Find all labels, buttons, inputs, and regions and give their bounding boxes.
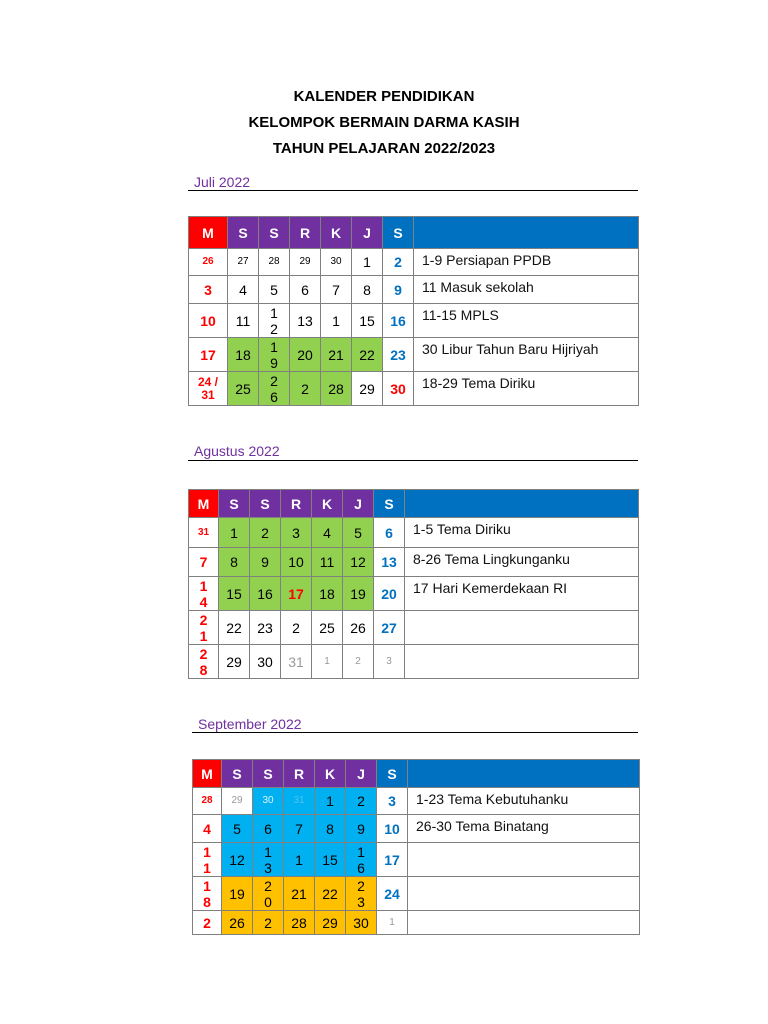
day-cell: 25 (312, 611, 343, 645)
day-cell: 30 (321, 249, 352, 276)
day-cell: 13 (374, 548, 405, 577)
weekday-header: S (250, 490, 281, 518)
notes-header (405, 490, 639, 518)
day-cell: 26 (343, 611, 374, 645)
weekday-header: M (193, 760, 222, 788)
month-title-august: Agustus 2022 (194, 443, 280, 459)
day-cell: 22 (352, 338, 383, 372)
event-note (405, 611, 639, 645)
day-cell: 7 (284, 815, 315, 843)
weekday-header: S (222, 760, 253, 788)
day-cell: 10 (189, 304, 228, 338)
calendar-table-july (188, 216, 639, 406)
day-cell: 1 1 (193, 843, 222, 877)
day-cell: 1 (321, 304, 352, 338)
day-cell: 6 (253, 815, 284, 843)
day-cell: 30 (383, 372, 414, 406)
day-cell: 29 (315, 911, 346, 935)
calendar-title: KALENDER PENDIDIKAN (293, 88, 475, 105)
day-cell: 12 (222, 843, 253, 877)
day-cell: 20 (374, 577, 405, 611)
day-cell: 17 (189, 338, 228, 372)
day-cell: 9 (250, 548, 281, 577)
day-cell: 3 (377, 788, 408, 815)
day-cell: 21 (321, 338, 352, 372)
weekday-header: S (374, 490, 405, 518)
notes-header (408, 760, 640, 788)
day-cell: 8 (352, 276, 383, 304)
calendar-table-august (188, 489, 639, 679)
day-cell: 1 4 (189, 577, 219, 611)
day-cell: 20 (290, 338, 321, 372)
day-cell: 1 (315, 788, 346, 815)
weekday-header: K (312, 490, 343, 518)
day-cell: 2 8 (189, 645, 219, 679)
day-cell: 28 (193, 788, 222, 815)
day-cell: 2 (290, 372, 321, 406)
day-cell: 11 (312, 548, 343, 577)
month-rule (188, 190, 638, 191)
day-cell: 26 (189, 249, 228, 276)
day-cell: 2 (193, 911, 222, 935)
day-cell: 19 (343, 577, 374, 611)
day-cell: 30 (253, 788, 284, 815)
day-cell: 1 3 (253, 843, 284, 877)
day-cell: 30 (250, 645, 281, 679)
day-cell: 1 (219, 518, 250, 548)
month-rule (192, 732, 638, 733)
day-cell: 9 (383, 276, 414, 304)
day-cell: 8 (315, 815, 346, 843)
day-cell: 27 (374, 611, 405, 645)
weekday-header: R (284, 760, 315, 788)
weekday-header: J (343, 490, 374, 518)
day-cell: 4 (228, 276, 259, 304)
event-note: 8-26 Tema Lingkunganku (405, 548, 639, 577)
day-cell: 2 (281, 611, 312, 645)
day-cell: 17 (281, 577, 312, 611)
day-cell: 28 (321, 372, 352, 406)
day-cell: 6 (290, 276, 321, 304)
weekday-header: S (253, 760, 284, 788)
day-cell: 16 (383, 304, 414, 338)
day-cell: 2 6 (259, 372, 290, 406)
day-cell: 29 (352, 372, 383, 406)
weekday-header: S (383, 217, 414, 249)
day-cell: 18 (228, 338, 259, 372)
day-cell: 24 / 31 (189, 372, 228, 406)
day-cell: 7 (189, 548, 219, 577)
day-cell: 19 (222, 877, 253, 911)
day-cell: 1 (312, 645, 343, 679)
event-note: 18-29 Tema Diriku (414, 372, 639, 406)
day-cell: 4 (193, 815, 222, 843)
weekday-header: S (259, 217, 290, 249)
day-cell: 23 (383, 338, 414, 372)
day-cell: 2 (253, 911, 284, 935)
event-note (408, 911, 640, 935)
weekday-header: R (281, 490, 312, 518)
weekday-header: K (315, 760, 346, 788)
day-cell: 9 (346, 815, 377, 843)
day-cell: 31 (189, 518, 219, 548)
event-note: 11-15 MPLS (414, 304, 639, 338)
event-note (408, 843, 640, 877)
day-cell: 5 (222, 815, 253, 843)
event-note (405, 645, 639, 679)
day-cell: 21 (284, 877, 315, 911)
day-cell: 2 (346, 788, 377, 815)
day-cell: 29 (219, 645, 250, 679)
day-cell: 10 (377, 815, 408, 843)
day-cell: 4 (312, 518, 343, 548)
day-cell: 1 9 (259, 338, 290, 372)
event-note (408, 877, 640, 911)
calendar-table-september (192, 759, 640, 935)
event-note: 1-23 Tema Kebutuhanku (408, 788, 640, 815)
day-cell: 29 (290, 249, 321, 276)
day-cell: 28 (284, 911, 315, 935)
day-cell: 30 (346, 911, 377, 935)
day-cell: 5 (343, 518, 374, 548)
event-note: 26-30 Tema Binatang (408, 815, 640, 843)
event-note: 17 Hari Kemerdekaan RI (405, 577, 639, 611)
day-cell: 15 (315, 843, 346, 877)
day-cell: 23 (250, 611, 281, 645)
day-cell: 6 (374, 518, 405, 548)
month-title-september: September 2022 (198, 716, 302, 732)
event-note: 11 Masuk sekolah (414, 276, 639, 304)
day-cell: 16 (250, 577, 281, 611)
day-cell: 13 (290, 304, 321, 338)
day-cell: 5 (259, 276, 290, 304)
month-title-july: Juli 2022 (194, 174, 251, 190)
day-cell: 2 (383, 249, 414, 276)
weekday-header: K (321, 217, 352, 249)
day-cell: 18 (312, 577, 343, 611)
notes-header (414, 217, 639, 249)
weekday-header: S (219, 490, 250, 518)
day-cell: 3 (281, 518, 312, 548)
day-cell: 15 (219, 577, 250, 611)
day-cell: 2 1 (189, 611, 219, 645)
event-note: 1-5 Tema Diriku (405, 518, 639, 548)
day-cell: 1 8 (193, 877, 222, 911)
day-cell: 3 (189, 276, 228, 304)
weekday-header: S (228, 217, 259, 249)
day-cell: 29 (222, 788, 253, 815)
day-cell: 28 (259, 249, 290, 276)
day-cell: 22 (315, 877, 346, 911)
day-cell: 3 (374, 645, 405, 679)
day-cell: 1 6 (346, 843, 377, 877)
day-cell: 31 (284, 788, 315, 815)
day-cell: 2 (250, 518, 281, 548)
weekday-header: S (377, 760, 408, 788)
month-rule (188, 460, 638, 461)
day-cell: 1 (284, 843, 315, 877)
day-cell: 7 (321, 276, 352, 304)
event-note: 1-9 Persiapan PPDB (414, 249, 639, 276)
day-cell: 8 (219, 548, 250, 577)
day-cell: 12 (343, 548, 374, 577)
event-note: 30 Libur Tahun Baru Hijriyah (414, 338, 639, 372)
weekday-header: M (189, 217, 228, 249)
academic-year: TAHUN PELAJARAN 2022/2023 (272, 140, 496, 157)
day-cell: 2 3 (346, 877, 377, 911)
day-cell: 17 (377, 843, 408, 877)
school-name: KELOMPOK BERMAIN DARMA KASIH (248, 114, 520, 131)
day-cell: 27 (228, 249, 259, 276)
weekday-header: J (352, 217, 383, 249)
weekday-header: M (189, 490, 219, 518)
day-cell: 31 (281, 645, 312, 679)
day-cell: 25 (228, 372, 259, 406)
day-cell: 15 (352, 304, 383, 338)
weekday-header: R (290, 217, 321, 249)
day-cell: 10 (281, 548, 312, 577)
day-cell: 11 (228, 304, 259, 338)
day-cell: 1 2 (259, 304, 290, 338)
day-cell: 2 0 (253, 877, 284, 911)
day-cell: 26 (222, 911, 253, 935)
weekday-header: J (346, 760, 377, 788)
day-cell: 1 (377, 911, 408, 935)
day-cell: 2 (343, 645, 374, 679)
day-cell: 1 (352, 249, 383, 276)
day-cell: 22 (219, 611, 250, 645)
day-cell: 24 (377, 877, 408, 911)
